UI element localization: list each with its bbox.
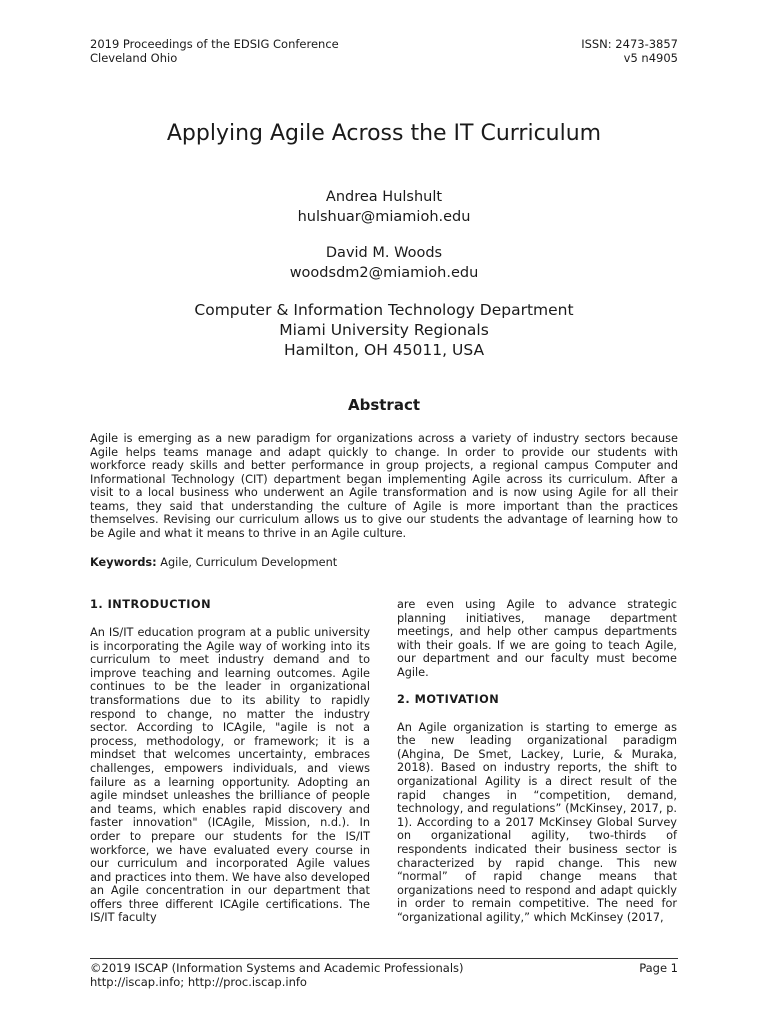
affiliation — [0, 300, 768, 360]
keywords-label: Keywords: — [90, 556, 157, 569]
paper-title: Applying Agile Across the IT Curriculum — [166, 121, 602, 146]
volume-number: v5 n4905 — [623, 51, 678, 65]
author-block — [0, 187, 768, 227]
page-number: Page 1 — [639, 961, 678, 975]
affiliation-address: Hamilton, OH 45011, USA — [283, 341, 485, 359]
copyright-line: ©2019 ISCAP (Information Systems and Academic Professionals) — [90, 961, 464, 975]
conference-name: 2019 Proceedings of the EDSIG Conference — [90, 37, 339, 51]
section-heading-introduction: 1. INTRODUCTION — [90, 598, 212, 611]
footer-divider — [90, 958, 678, 959]
running-header-left — [90, 37, 339, 65]
left-column — [90, 598, 370, 938]
author-name: David M. Woods — [325, 245, 443, 261]
footer-right — [639, 961, 678, 975]
author-email: hulshuar@miamioh.edu — [297, 209, 471, 225]
right-column — [397, 598, 677, 937]
keywords-value: Agile, Curriculum Development — [160, 556, 338, 569]
motivation-paragraph: An Agile organization is starting to emerge as the new leading organizational paradigm (Ahgina, De Smet, Lackey, Lurie, & Muraka, 2018). Based on industry reports, the shift to organizational Agility is a direct result of the rapid changes in “competition, demand, technology, and regulations” (McKinsey, 2017, p. 1). According to a 2017 McKinsey Global Survey on organizational agility, two-thirds of respondents indicated their business sector is characterized by rapid change. This new “normal” of rapid change means that organizations need to respond and adapt quickly in order to remain competitive. The need for “organizational agility,” which McKinsey (2017, — [397, 720, 677, 924]
author-name: Andrea Hulshult — [325, 189, 443, 205]
introduction-continuation: are even using Agile to advance strategic planning initiatives, manage department meetings, and help other campus departments with their goals. If we are going to teach Agile, our department and our faculty must become Agile. — [397, 598, 677, 679]
affiliation-university: Miami University Regionals — [279, 321, 489, 339]
section-heading-motivation: 2. MOTIVATION — [397, 692, 500, 706]
author-block — [0, 243, 768, 283]
footer-urls: http://iscap.info; http://proc.iscap.info — [90, 975, 307, 989]
running-header-right — [581, 37, 678, 65]
footer-left — [90, 961, 464, 989]
abstract-heading: Abstract — [347, 396, 421, 414]
abstract-text: Agile is emerging as a new paradigm for organizations across a variety of industry sectors because Agile helps teams manage and adapt quickly to change. In order to provide our students with workforce ready skills and better performance in group projects, a regional campus Computer and Informational Technology (CIT) department began implementing Agile across its curriculum. After a visit to a local business who underwent an Agile transformation and is now using Agile for all their teams, they said that understanding the culture of Agile is more important than the practices themselves. Revising our curriculum allows us to give our students the advantage of learning how to be Agile and what it means to thrive in an Agile culture. — [90, 432, 678, 540]
issn: ISSN: 2473-3857 — [581, 37, 678, 51]
affiliation-department: Computer & Information Technology Department — [194, 301, 574, 319]
author-email: woodsdm2@miamioh.edu — [289, 265, 479, 281]
conference-location: Cleveland Ohio — [90, 51, 178, 65]
keywords-line — [90, 556, 678, 570]
introduction-paragraph: An IS/IT education program at a public university is incorporating the Agile way of working into its curriculum to meet industry demand and to improve teaching and learning outcomes. Agile continues to be the leader in organizational transformations due to its ability to rapidly respond to change, no matter the industry sector. According to ICAgile, "agile is not a process, methodology, or framework; it is a mindset that welcomes uncertainty, embraces challenges, empowers individuals, and views failure as a learning opportunity. Adopting an agile mindset unleashes the brilliance of people and teams, which enables rapid discovery and faster innovation" (ICAgile, Mission, n.d.). In order to prepare our students for the IS/IT workforce, we have evaluated every course in our curriculum and incorporated Agile values and practices into them. We have also developed an Agile concentration in our department that offers three different ICAgile certifications. The IS/IT faculty — [90, 626, 370, 925]
